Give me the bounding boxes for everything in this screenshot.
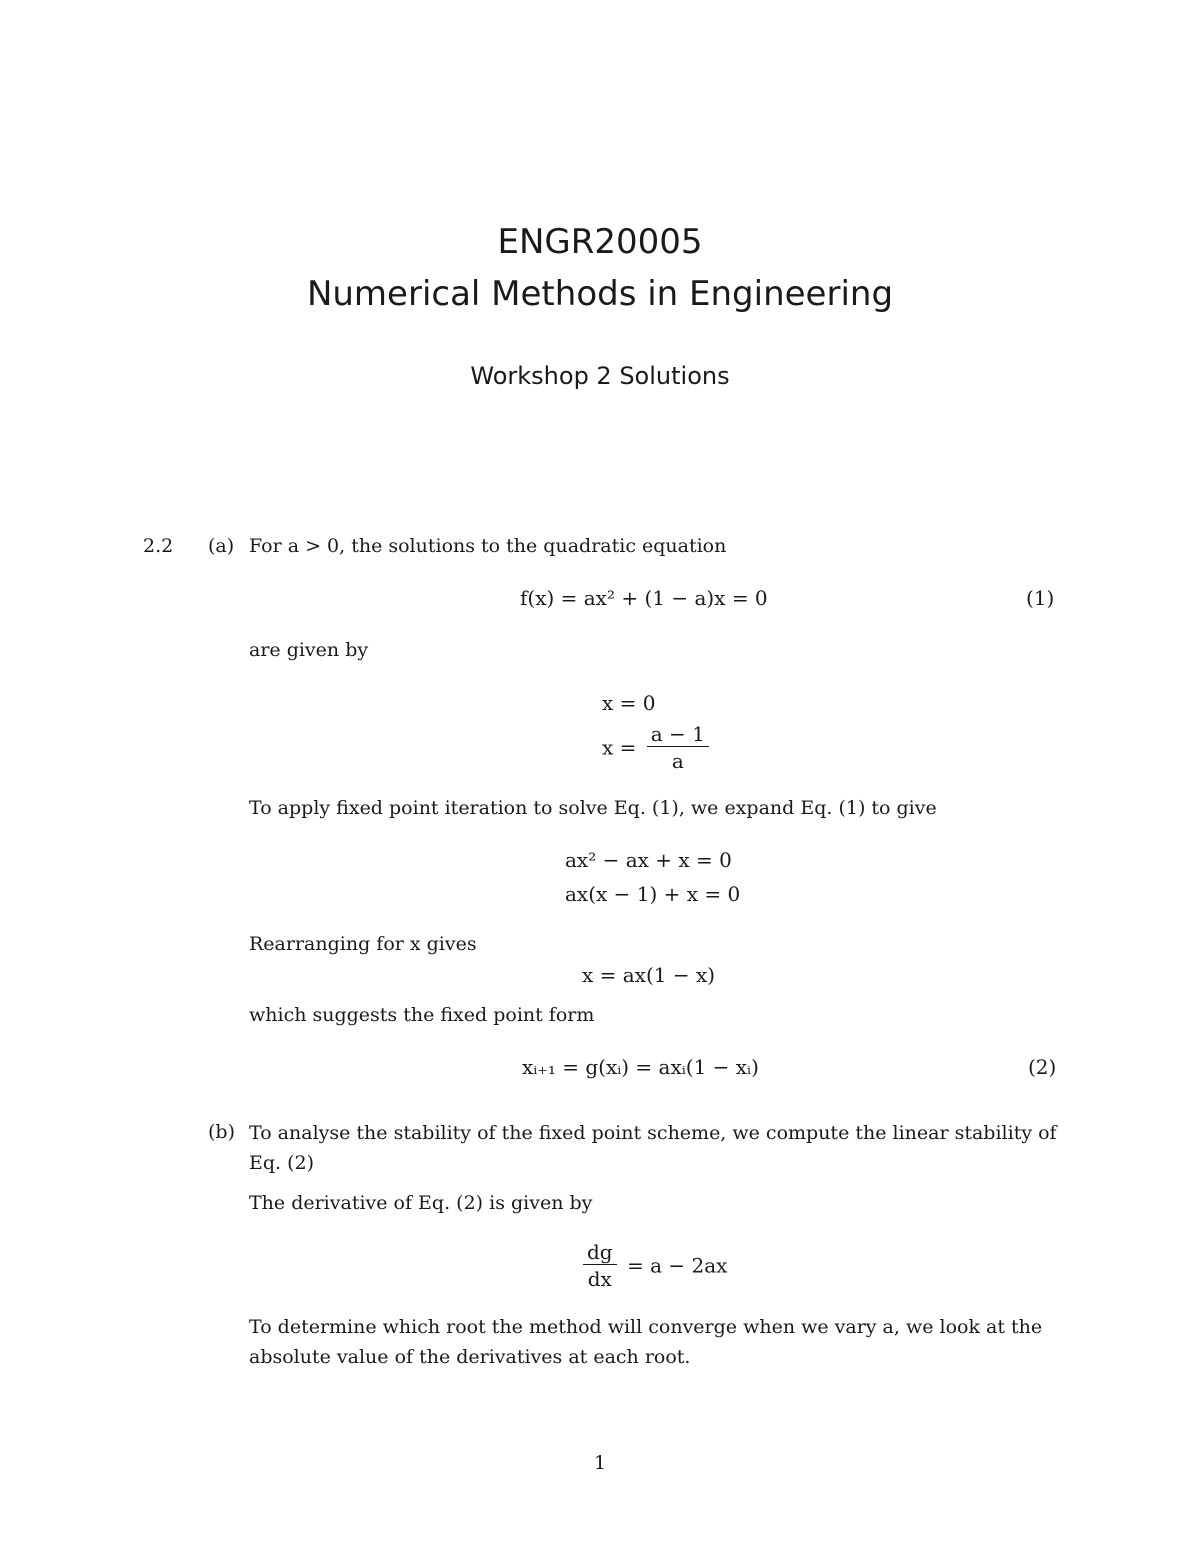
part-a-label: (a) (208, 535, 235, 557)
root-2-numerator: a − 1 (650, 722, 705, 746)
part-b-label: (b) (208, 1121, 235, 1143)
closing-text: To determine which root the method will converge when we vary a, we look at the absolute value of the derivatives at each root. (249, 1316, 1043, 1368)
derivative-text: The derivative of Eq. (2) is given by (249, 1192, 593, 1214)
derivative-rhs: = a − 2ax (626, 1253, 728, 1278)
root-2 (602, 722, 713, 773)
expanded-eq-2: ax(x − 1) + x = 0 (565, 882, 741, 906)
course-code: ENGR20005 (497, 222, 703, 262)
apply-fpi-text: To apply fixed point iteration to solve Eq. (1), we expand Eq. (1) to give (249, 797, 937, 819)
given-by-text: are given by (249, 639, 369, 661)
part-b-intro: To analyse the stability of the fixed point scheme, we compute the linear stability of Eq. (2) (249, 1122, 1057, 1174)
document-subtitle: Workshop 2 Solutions (470, 362, 730, 390)
suggests-text: which suggests the fixed point form (249, 1004, 595, 1026)
expanded-eq-1: ax² − ax + x = 0 (565, 848, 732, 872)
root-2-denominator: a (647, 746, 709, 773)
root-1: x = 0 (602, 691, 656, 715)
root-2-lhs: x = (602, 735, 637, 760)
course-title: Numerical Methods in Engineering (306, 274, 894, 314)
derivative-denominator: dx (583, 1264, 617, 1291)
part-a-intro: For a > 0, the solutions to the quadratic equation (249, 535, 727, 557)
rearranged-eq: x = ax(1 − x) (582, 963, 716, 987)
root-2-fraction (647, 722, 709, 773)
equation-2: xᵢ₊₁ = g(xᵢ) = axᵢ(1 − xᵢ) (522, 1055, 759, 1079)
equation-1: f(x) = ax² + (1 − a)x = 0 (520, 586, 768, 610)
equation-2-number: (2) (1028, 1055, 1057, 1079)
derivative-fraction (583, 1240, 617, 1291)
page-number: 1 (593, 1452, 607, 1474)
rearrange-text: Rearranging for x gives (249, 933, 477, 955)
derivative-numerator: dg (587, 1240, 613, 1264)
equation-1-number: (1) (1026, 586, 1055, 610)
problem-number: 2.2 (143, 535, 174, 557)
derivative-eq (583, 1240, 727, 1291)
